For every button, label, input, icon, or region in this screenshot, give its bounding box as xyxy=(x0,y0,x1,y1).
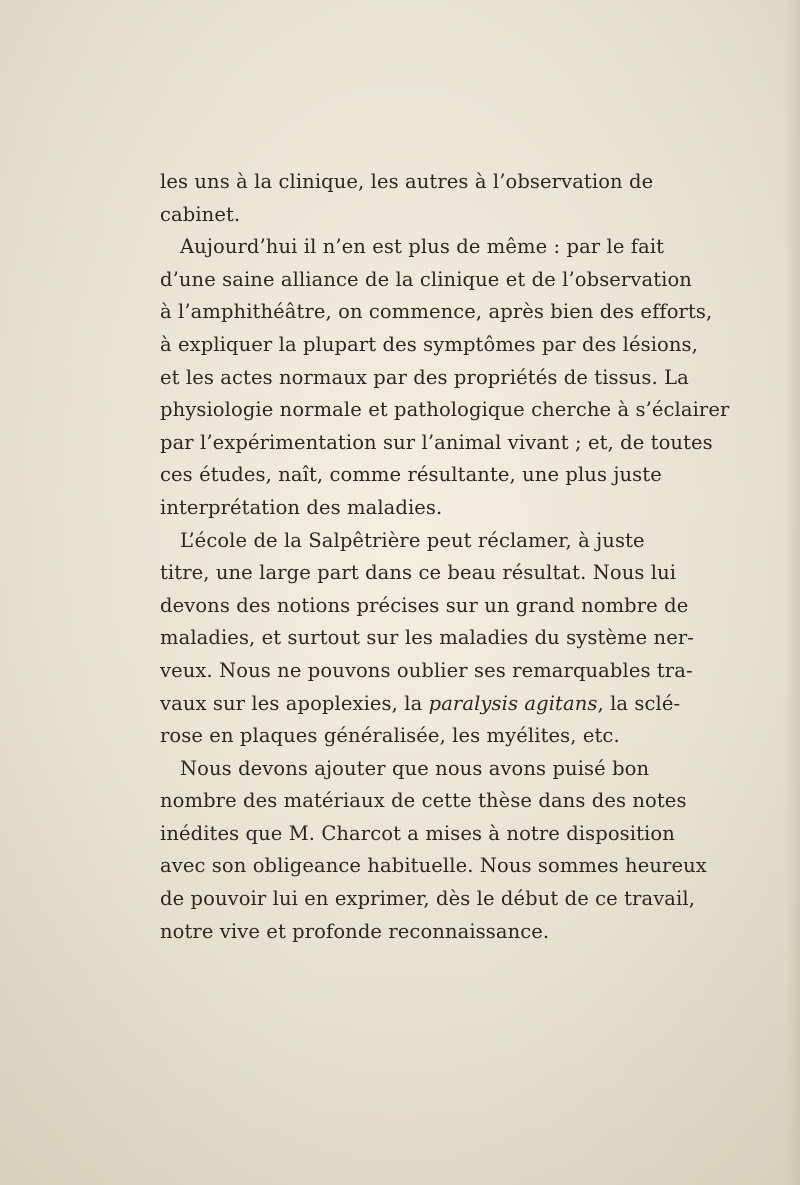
text-line: par l’expérimentation sur l’animal vivant ; et, de toutes xyxy=(160,430,713,454)
text-line: cabinet. xyxy=(160,202,241,226)
text-line: devons des notions précises sur un grand nombre de xyxy=(160,593,689,617)
text-line: interprétation des maladies. xyxy=(160,495,443,519)
text-line: d’une saine alliance de la clinique et de l’observation xyxy=(160,267,692,291)
text-line: rose en plaques généralisée, les myélites, etc. xyxy=(160,724,620,748)
paragraph-1 xyxy=(160,166,654,231)
text-line: de pouvoir lui en exprimer, dès le début de ce travail, xyxy=(160,887,696,911)
text-line: physiologie normale et pathologique cherche à s’éclairer xyxy=(160,398,730,422)
text-line-with-italic xyxy=(160,688,681,721)
text-line: avec son obligeance habituelle. Nous sommes heureux xyxy=(160,854,707,878)
text-line: et les actes normaux par des propriétés de tissus. La xyxy=(160,365,689,389)
text-line: veux. Nous ne pouvons oublier ses remarquables tra- xyxy=(160,658,693,682)
text-line: Aujourd’hui il n’en est plus de même : par le fait xyxy=(180,235,665,259)
text-line: Nous devons ajouter que nous avons puisé bon xyxy=(180,756,650,780)
text-line: nombre des matériaux de cette thèse dans des notes xyxy=(160,789,687,813)
text-line: inédites que M. Charcot a mises à notre disposition xyxy=(160,821,675,845)
text-line: les uns à la clinique, les autres à l’observation de xyxy=(160,170,654,193)
text-line: notre vive et profonde reconnaissance. xyxy=(160,919,550,943)
paragraph-3 xyxy=(160,525,694,753)
text-line: à expliquer la plupart des symptômes par des lésions, xyxy=(160,332,698,356)
body-text xyxy=(160,166,730,948)
text-line: ces études, naît, comme résultante, une plus juste xyxy=(160,463,662,487)
paragraph-4 xyxy=(160,753,707,949)
italic-term: paralysis agitans xyxy=(428,691,598,715)
text-line: L’école de la Salpêtrière peut réclamer, à juste xyxy=(180,528,645,552)
text-line: titre, une large part dans ce beau résultat. Nous lui xyxy=(160,561,677,585)
text-line: maladies, et surtout sur les maladies du système ner- xyxy=(160,626,694,650)
paragraph-2 xyxy=(160,231,730,524)
text-line: à l’amphithéâtre, on commence, après bien des efforts, xyxy=(160,300,713,324)
text-segment: vaux sur les apoplexies, la xyxy=(160,691,429,715)
text-segment: , la sclé- xyxy=(597,691,681,715)
